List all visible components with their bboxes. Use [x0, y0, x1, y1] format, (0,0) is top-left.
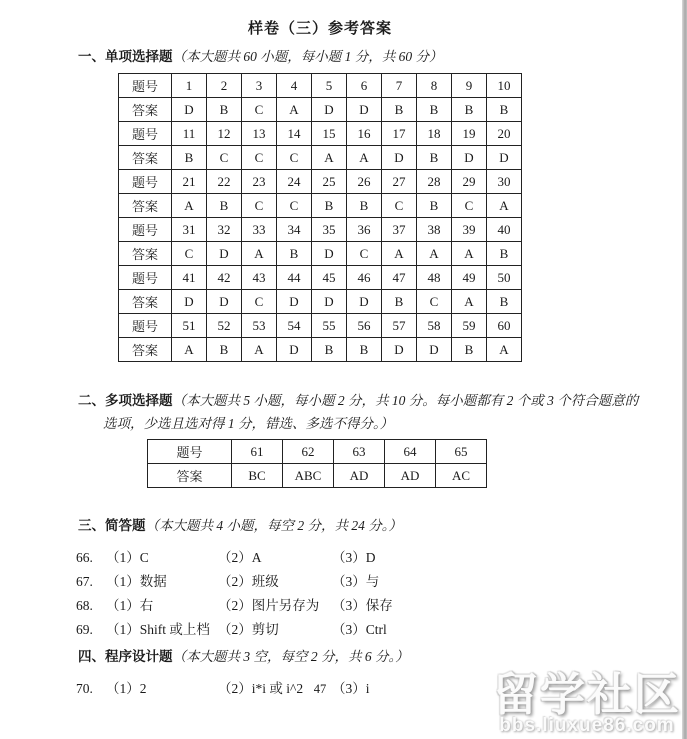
answer-cell: B [277, 242, 312, 266]
question-number-label: 69. [76, 622, 93, 637]
answer-part: （3）Ctrl [332, 622, 387, 637]
section-3-heading [78, 514, 640, 537]
answer-part: （2）剪切 [218, 622, 279, 637]
answer-cell: B [312, 338, 347, 362]
section-2-note-line2: 选项，少选且选对得 1 分，错选、多选不得分。） [103, 416, 394, 431]
question-number-cell: 48 [417, 266, 452, 290]
answer-cell: C [417, 290, 452, 314]
answer-row [119, 98, 522, 122]
answer-cell: D [312, 98, 347, 122]
question-number-cell: 49 [452, 266, 487, 290]
question-number-row [119, 122, 522, 146]
answer-cell: A [312, 146, 347, 170]
answer-cell: B [207, 98, 242, 122]
answer-cell: A [417, 242, 452, 266]
answer-cell: D [347, 98, 382, 122]
answer-cell: A [487, 338, 522, 362]
question-number-cell: 22 [207, 170, 242, 194]
answer-cell: B [487, 242, 522, 266]
row-label-cell: 题号 [119, 170, 172, 194]
scan-edge [682, 0, 687, 739]
answer-cell: D [382, 146, 417, 170]
answer-cell: D [452, 146, 487, 170]
answer-part: （1）C [106, 550, 149, 565]
answer-cell: ABC [283, 464, 334, 488]
answer-cell: D [277, 338, 312, 362]
row-label-cell: 答案 [119, 242, 172, 266]
question-number-label: 66. [76, 550, 93, 565]
question-number-cell: 56 [347, 314, 382, 338]
question-number-cell: 9 [452, 74, 487, 98]
answer-row [119, 242, 522, 266]
question-number-cell: 7 [382, 74, 417, 98]
answer-part: （3）与 [332, 574, 380, 589]
question-number-cell: 60 [487, 314, 522, 338]
answer-cell: A [277, 98, 312, 122]
answer-part: （2）A [218, 550, 262, 565]
question-number-cell: 41 [172, 266, 207, 290]
question-number-cell: 40 [487, 218, 522, 242]
section-1-label: 一、单项选择题 [78, 49, 173, 64]
answer-cell: A [172, 194, 207, 218]
question-number-cell: 19 [452, 122, 487, 146]
question-number-cell: 13 [242, 122, 277, 146]
answer-cell: D [347, 290, 382, 314]
question-number-cell: 45 [312, 266, 347, 290]
answer-cell: D [207, 290, 242, 314]
answer-line [76, 570, 640, 594]
answer-cell: B [452, 98, 487, 122]
watermark [492, 668, 681, 737]
question-number-label: 70. [76, 681, 93, 696]
answer-cell: B [207, 338, 242, 362]
answer-row [119, 338, 522, 362]
answer-row [148, 464, 487, 488]
question-number-row [119, 74, 522, 98]
question-number-cell: 52 [207, 314, 242, 338]
question-number-cell: 23 [242, 170, 277, 194]
row-label-cell: 答案 [119, 98, 172, 122]
question-number-cell: 2 [207, 74, 242, 98]
watermark-url-text: bbs.liuxue86.com [499, 715, 675, 736]
section-2-label: 二、多项选择题 [78, 393, 173, 408]
question-number-cell: 21 [172, 170, 207, 194]
question-number-cell: 4 [277, 74, 312, 98]
section-4-heading [78, 645, 640, 668]
question-number-cell: 46 [347, 266, 382, 290]
question-number-cell: 31 [172, 218, 207, 242]
question-number-label: 67. [76, 574, 93, 589]
answer-cell: B [417, 98, 452, 122]
question-number-row [119, 314, 522, 338]
question-number-cell: 38 [417, 218, 452, 242]
question-number-cell: 55 [312, 314, 347, 338]
section-1-note: （本大题共 60 小题，每小题 1 分，共 60 分） [172, 49, 443, 64]
answer-cell: D [172, 98, 207, 122]
answer-cell: C [172, 242, 207, 266]
question-number-cell: 11 [172, 122, 207, 146]
answer-cell: B [417, 146, 452, 170]
answer-line [76, 618, 640, 642]
answer-cell: C [242, 146, 277, 170]
single-choice-answer-table-body [119, 74, 522, 362]
multi-choice-answer-table-body [148, 440, 487, 488]
single-choice-answer-table [118, 73, 522, 362]
answer-cell: AD [385, 464, 436, 488]
question-number-cell: 30 [487, 170, 522, 194]
question-number-cell: 58 [417, 314, 452, 338]
row-label-cell: 题号 [148, 440, 232, 464]
answer-cell: A [172, 338, 207, 362]
question-number-row [119, 218, 522, 242]
question-number-cell: 53 [242, 314, 277, 338]
question-number-cell: 1 [172, 74, 207, 98]
question-number-cell: 42 [207, 266, 242, 290]
answer-part: （2）图片另存为 [218, 598, 320, 613]
answer-cell: D [382, 338, 417, 362]
page-number: 47 [313, 682, 327, 696]
question-number-label: 68. [76, 598, 93, 613]
answer-part: （3）保存 [332, 598, 393, 613]
row-label-cell: 题号 [119, 218, 172, 242]
answer-cell: D [487, 146, 522, 170]
row-label-cell: 题号 [119, 122, 172, 146]
answer-row [119, 194, 522, 218]
row-label-cell: 答案 [119, 290, 172, 314]
answer-cell: C [242, 194, 277, 218]
answer-part: （1）数据 [106, 574, 167, 589]
answer-cell: B [172, 146, 207, 170]
answer-cell: A [347, 146, 382, 170]
question-number-cell: 16 [347, 122, 382, 146]
answer-cell: B [207, 194, 242, 218]
answer-cell: AC [436, 464, 487, 488]
question-number-cell: 54 [277, 314, 312, 338]
answer-cell: BC [232, 464, 283, 488]
question-number-cell: 35 [312, 218, 347, 242]
answer-cell: D [417, 338, 452, 362]
answer-cell: D [312, 242, 347, 266]
question-number-cell: 59 [452, 314, 487, 338]
answer-cell: A [452, 242, 487, 266]
answer-cell: C [347, 242, 382, 266]
answer-cell: C [452, 194, 487, 218]
answer-cell: C [277, 194, 312, 218]
answer-cell: C [242, 290, 277, 314]
answer-cell: B [382, 98, 417, 122]
question-number-cell: 12 [207, 122, 242, 146]
answer-cell: A [452, 290, 487, 314]
question-number-cell: 29 [452, 170, 487, 194]
multi-choice-answer-table [147, 439, 487, 488]
watermark-logo-text: 留学社区 [492, 668, 681, 720]
question-number-row [148, 440, 487, 464]
section-2-heading [78, 389, 640, 412]
question-number-cell: 32 [207, 218, 242, 242]
answer-cell: B [347, 338, 382, 362]
question-number-cell: 44 [277, 266, 312, 290]
row-label-cell: 题号 [119, 266, 172, 290]
answer-cell: C [277, 146, 312, 170]
question-number-cell: 27 [382, 170, 417, 194]
question-number-cell: 61 [232, 440, 283, 464]
answer-cell: D [277, 290, 312, 314]
row-label-cell: 答案 [119, 194, 172, 218]
row-label-cell: 题号 [119, 74, 172, 98]
page-title: 样卷（三）参考答案 [247, 21, 392, 37]
question-number-row [119, 266, 522, 290]
question-number-cell: 37 [382, 218, 417, 242]
answer-cell: A [242, 242, 277, 266]
answer-row [119, 290, 522, 314]
answer-part: （2）i*i 或 i^2 [218, 681, 304, 696]
question-number-cell: 34 [277, 218, 312, 242]
section-4-note: （本大题共 3 空，每空 2 分，共 6 分。） [172, 649, 409, 664]
row-label-cell: 答案 [119, 146, 172, 170]
answer-cell: B [382, 290, 417, 314]
answer-part: （1）2 [106, 681, 147, 696]
question-number-cell: 14 [277, 122, 312, 146]
question-number-cell: 50 [487, 266, 522, 290]
answer-cell: B [487, 290, 522, 314]
answer-cell: D [312, 290, 347, 314]
question-number-cell: 39 [452, 218, 487, 242]
question-number-cell: 3 [242, 74, 277, 98]
answer-cell: B [452, 338, 487, 362]
row-label-cell: 答案 [119, 338, 172, 362]
answer-cell: D [207, 242, 242, 266]
answer-cell: AD [334, 464, 385, 488]
question-number-cell: 24 [277, 170, 312, 194]
question-number-cell: 18 [417, 122, 452, 146]
answer-cell: B [487, 98, 522, 122]
row-label-cell: 答案 [148, 464, 232, 488]
question-number-cell: 33 [242, 218, 277, 242]
question-number-cell: 28 [417, 170, 452, 194]
question-number-cell: 36 [347, 218, 382, 242]
short-answer-lines [76, 546, 640, 642]
answer-row [119, 146, 522, 170]
question-number-cell: 63 [334, 440, 385, 464]
answer-cell: A [382, 242, 417, 266]
question-number-cell: 6 [347, 74, 382, 98]
section-3-label: 三、简答题 [78, 518, 146, 533]
answer-cell: C [207, 146, 242, 170]
question-number-cell: 20 [487, 122, 522, 146]
question-number-cell: 57 [382, 314, 417, 338]
question-number-cell: 5 [312, 74, 347, 98]
answer-line [76, 594, 640, 618]
question-number-cell: 43 [242, 266, 277, 290]
answer-part: （3）i [332, 681, 370, 696]
answer-part: （2）班级 [218, 574, 279, 589]
answer-cell: A [487, 194, 522, 218]
question-number-cell: 51 [172, 314, 207, 338]
question-number-cell: 26 [347, 170, 382, 194]
question-number-row [119, 170, 522, 194]
answer-cell: B [312, 194, 347, 218]
section-2-note-line1: （本大题共 5 小题，每小题 2 分，共 10 分。每小题都有 2 个或 3 个符合题意的 [172, 393, 639, 408]
answer-part: （1）Shift 或上档 [106, 622, 210, 637]
answer-part: （1）右 [106, 598, 154, 613]
answer-cell: B [347, 194, 382, 218]
question-number-cell: 62 [283, 440, 334, 464]
answer-part: （3）D [332, 550, 376, 565]
question-number-cell: 17 [382, 122, 417, 146]
answer-cell: A [242, 338, 277, 362]
question-number-cell: 25 [312, 170, 347, 194]
section-1-heading [78, 45, 640, 68]
question-number-cell: 47 [382, 266, 417, 290]
row-label-cell: 题号 [119, 314, 172, 338]
section-4-label: 四、程序设计题 [78, 649, 173, 664]
question-number-cell: 64 [385, 440, 436, 464]
section-3-note: （本大题共 4 小题，每空 2 分，共 24 分。） [145, 518, 402, 533]
question-number-cell: 10 [487, 74, 522, 98]
question-number-cell: 8 [417, 74, 452, 98]
question-number-cell: 65 [436, 440, 487, 464]
answer-cell: D [172, 290, 207, 314]
answer-cell: B [417, 194, 452, 218]
answer-cell: C [382, 194, 417, 218]
answer-cell: C [242, 98, 277, 122]
question-number-cell: 15 [312, 122, 347, 146]
answer-line [76, 546, 640, 570]
